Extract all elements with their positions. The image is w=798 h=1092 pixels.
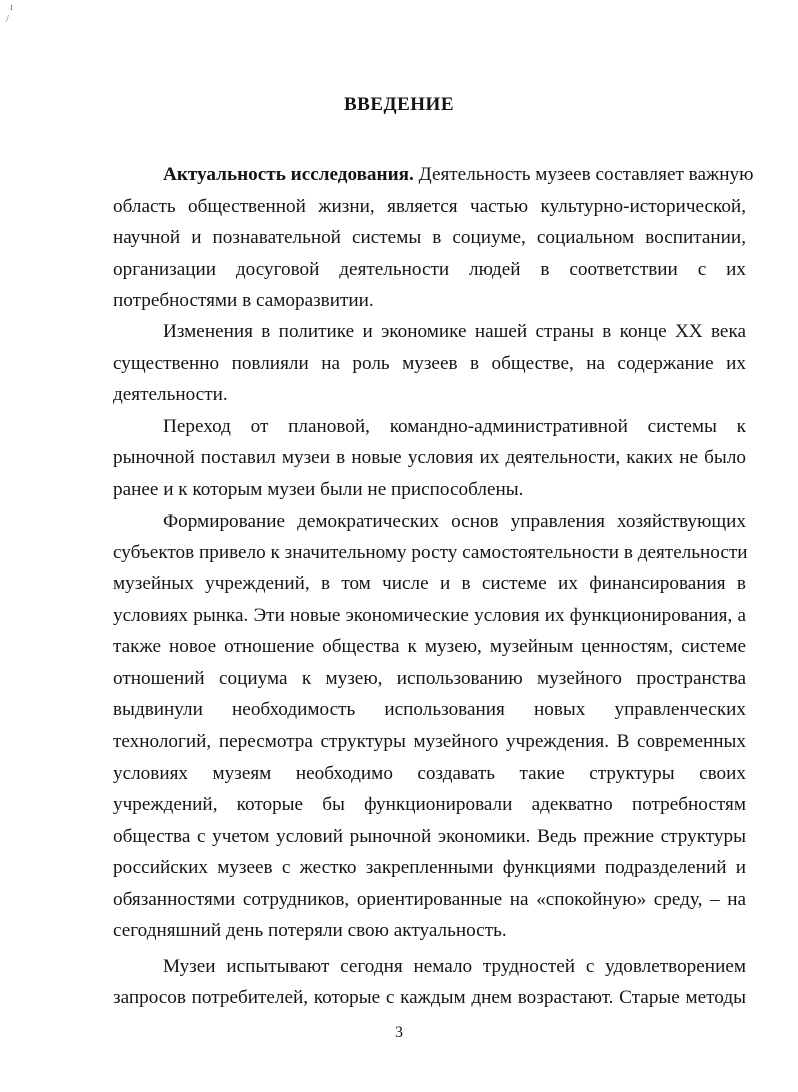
paragraph-line: запросов потребителей, которые с каждым днем возрастают. Старые методы xyxy=(113,987,746,1008)
paragraph-line: учреждений, которые бы функционировали адекватно потребностям xyxy=(113,794,746,815)
paragraph-line: Формирование демократических основ управления хозяйствующих xyxy=(163,511,746,532)
paragraph-line: существенно повлияли на роль музеев в обществе, на содержание их xyxy=(113,353,746,374)
paragraph-line: Музеи испытывают сегодня немало трудностей с удовлетворением xyxy=(163,956,746,977)
paragraph-line: субъектов привело к значительному росту самостоятельности в деятельности xyxy=(113,542,748,563)
page-title: ВВЕДЕНИЕ xyxy=(344,94,454,115)
paragraph-line: сегодняшний день потеряли свою актуальность. xyxy=(113,920,507,941)
paragraph-line: также новое отношение общества к музею, музейным ценностям, системе xyxy=(113,636,746,657)
paragraph-line: общества с учетом условий рыночной экономики. Ведь прежние структуры xyxy=(113,826,746,847)
paragraph-line: Переход от плановой, командно-административной системы к xyxy=(163,416,746,437)
paragraph-line: научной и познавательной системы в социуме, социальном воспитании, xyxy=(113,227,746,248)
scan-mark: / xyxy=(6,14,9,25)
paragraph-line: российских музеев с жестко закрепленными функциями подразделений и xyxy=(113,857,746,878)
paragraph-line: выдвинули необходимость использования новых управленческих xyxy=(113,699,746,720)
paragraph-line: обязанностями сотрудников, ориентированные на «спокойную» среду, – на xyxy=(113,889,746,910)
paragraph-line: область общественной жизни, является частью культурно-исторической, xyxy=(113,196,746,217)
paragraph-line: потребностями в саморазвитии. xyxy=(113,290,374,311)
paragraph-line: ранее и к которым музеи были не приспособлены. xyxy=(113,479,524,500)
paragraph-line: Изменения в политике и экономике нашей страны в конце XX века xyxy=(163,321,746,342)
paragraph-line: технологий, пересмотра структуры музейного учреждения. В современных xyxy=(113,731,746,752)
page-number: 3 xyxy=(395,1024,403,1041)
paragraph-line: условиях рынка. Эти новые экономические условия их функционирования, а xyxy=(113,605,746,626)
paragraph-line: Актуальность исследования. Деятельность музеев составляет важную xyxy=(163,164,754,185)
lead-heading: Актуальность исследования. xyxy=(163,164,414,185)
paragraph-line: деятельности. xyxy=(113,384,228,405)
paragraph-line: условиях музеям необходимо создавать такие структуры своих xyxy=(113,763,746,784)
paragraph-line: музейных учреждений, в том числе и в системе их финансирования в xyxy=(113,573,746,594)
scan-mark: ı xyxy=(10,2,13,13)
paragraph-line: организации досуговой деятельности людей в соответствии с их xyxy=(113,259,746,280)
paragraph-line: отношений социума к музею, использованию музейного пространства xyxy=(113,668,746,689)
paragraph-line: рыночной поставил музеи в новые условия их деятельности, каких не было xyxy=(113,447,746,468)
